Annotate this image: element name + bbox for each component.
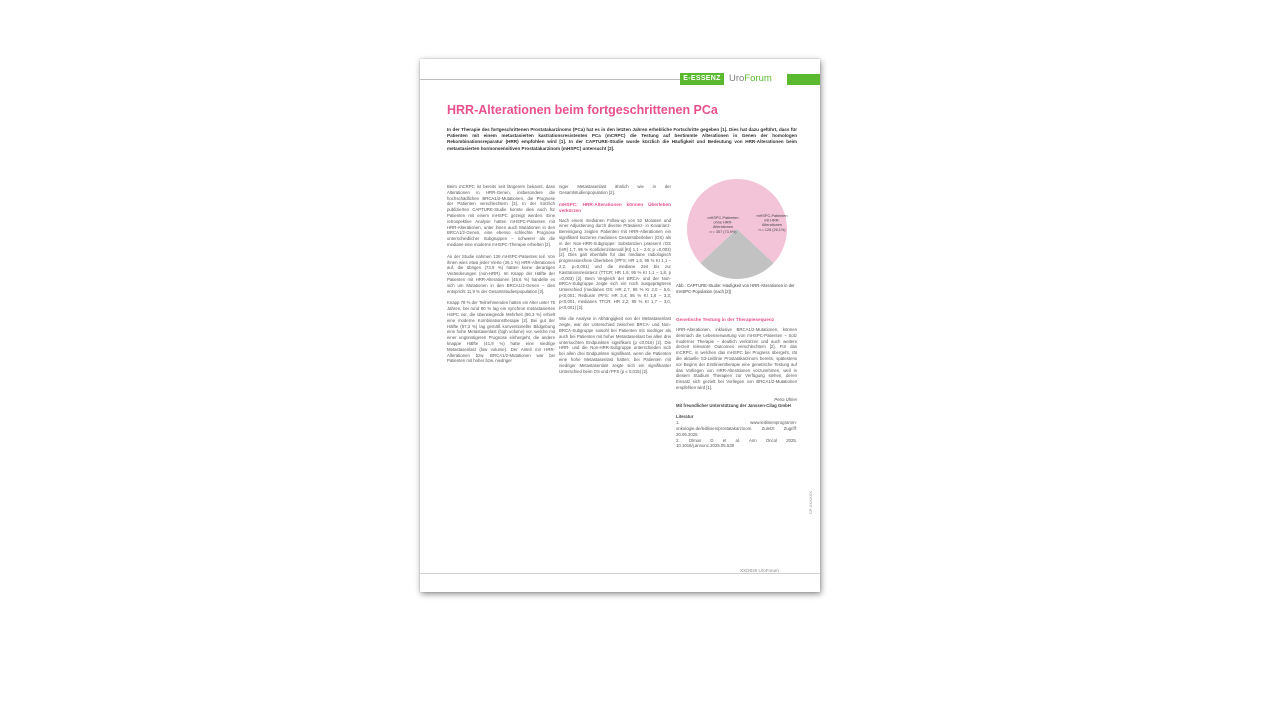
brand-prefix: Uro [729,73,745,84]
figure-caption: Abb.: CAPTURE-Studie: Häufigkeit von HRR-Alterationen in der mHSPC-Population (nach [2]) [676,283,795,294]
brand-logo [729,72,772,85]
references-title: Literatur [676,414,694,420]
header-accent-bar [787,74,820,85]
paragraph: Nach einem medianen Follow-up von 52 Monaten und einer Adjustierung durch diverse Prävalenz- in Kovarianz-Bereinigung zeigten Patienten mit HRR-Alterationen ein signifikant kürzeres medianes Gesamtüberleben (OS) als in der Non-HRR-Subgruppe: Substanzien praesent rOS (HR) 1,7, 95 % Konfidenzintervall [KI] 1,1 – 2,6; p =0,003) [2]. Dies galt ebenfalls für das mediane radiologisch progressionsfreie Überleben (rPFS; HR 1,6, 95 % KI 1,1 – 2,2, p=0,001) und die mediane Zeit bis zur Kastrationsresistenz (TTCR; HR 1,6; 95 % KI 1,1 – 1,8, p =0,003) [2]. Beim Vergleich der BRCA- und der Non-BRCA-Subgruppe zeigte sich ein noch ausgeprägteres Unterschied (medianes OS: HR 2,7, 95 % KI 2,0 – 5,6, p<0,001; Rediusm rPFS: HR 3,4; 95 % KI 1,8 – 3,3; p<0,001, medianes TTCR: HR 2,2; 95 % KI 1,7 – 3,0, p<0,001) [2]. [559,217,671,310]
article-title: HRR-Alterationen beim fortgeschrittenen PCa [447,103,718,117]
subheading: Genetische Testung in der Therapiesequenz [676,317,775,322]
article-intro: In der Therapie des fortgeschrittenen Prostatakarzinoms (PCa) hat es in den letzten Jahren erhebliche Fortschritte gegeben [1]. Dies hat dazu geführt, dass für Patienten mit einem metastasierten kastrationsresistenten PCa (mCRPC) die Testung auf bestimmte Alterationen in Genen der homologen Rekombinationsreparatur (HRR) empfohlen wird [1]. In der CAPTURE-Studie wurde kürzlich die Häufigkeit und Bedeutung von HRR-Alterationen beim metastasierten hormonsensitiven Prostatakarzinom (mHSPC) untersucht [2]. [447,127,797,151]
page-footer: XX/2025 UroForum [740,568,779,573]
reference-item: 2. Olmos D et al. Ann Oncol 2025. 10.1016/j.annonc.2025.05.538 [676,437,797,449]
reference-item: 1. www.leitlinienprogramm-onkologie.de/leitlinien/prostatakarzinom. Zuletzt Zugriff: 20.06.2025 [676,420,797,437]
column-1 [447,184,555,370]
paragraph: Wie die Analyse in Abhängigkeit von der Metastasenlast zeigte, war der Unterschied zwischen BRCA- und Non-BRCA-Subgruppe sowohl bei Patienten mit niedriger als auch bei Patienten mit hoher Metastasenlast bei allen drei untersuchten Endpunkten signifikant (p ≤0,016) [2]. Die HRR- und die Non-HRR-Subgruppe unterschieden sich bei allen drei Endpunkten signifikant, wenn die Patienten eine hohe Metastasenlast hatten; bei Patienten mit niedriger Metastasenlast zeigte sich ein signifikanter Unterschied beim OS und rPFS (p ≤ 0,015) [2]. [559,316,671,374]
pie-label-2: mHSPC-Patienten mit HRR-Alterationen n = 126 (26,1%) [756,214,788,232]
paragraph: HRR-Alterationen, inklusive BRCA1/2-Mutationen, können demnach die Lebenserwartung von mHSPC-Patienten – trotz moderner Therapie – deutlich verkürzen und auch weitere derzeit relevante Outcomes verschlechtern [2]. Für das mCRPC, in welchen das mHSPC bei Progress übergeht, rät die aktuelle S3-Leitlinie Prostatakarzinom bereits, spätestens vor Beginn der Erstlinientherapie eine genetische Testung auf das Vorliegen von HRR-Alterationen vorzunehmen, weil in diesem Stadium Therapien zur Verfügung stehen, deren Einsatz sich gezielt bei Vorliegen von BRCA1/2-Mutationen empfehlen wird [1]. [676,327,797,390]
paragraph: Beim mCRPC ist bereits seit längerem bekannt, dass Alterationen in HRR-Genen, insbesondere die hochschädlichen BRCA1/2-Mutationen, die Prognose der Patienten verschlechtern [3]. In der kürzlich publizierten CAPTURE-Studie konnte dies auch für Patienten mit einem mHSPC gezeigt werden. Eine retrospektive Analyse hatten mHSPC-Patienten mit HRR-Alterationen, unter ihnen auch Mutationen in den BRCA1/2-Genen, eine ebenso schlechte Prognose unterschiedlicher Subgruppen – schwerer als die mediane eine moderne mHSPC-Therapie erhielten [2]. [447,184,555,247]
header-rule [420,79,680,80]
brand-suffix: Forum [744,73,772,84]
column-3 [676,315,797,449]
paragraph: An der Studie nahmen 136 mHSPC-Patienten teil. Von ihnen wies etwa jeder Vierte (26,1 %) HRR-Alterationen auf, die übrigen (73,9 %) hatten keine derartigen Veränderungen (non-HRR). Im Knapp der Hälfte der Patienten mit HRR-Alterationen (45,6 %) handelte es sich um Mutationen in den BRCA1/2-Genen – dies entspricht 11,9 % der Gesamtstudienpopulation [2]. [447,253,555,294]
article-page [420,59,820,592]
support-note: Mit freundlicher Unterstützung der Janssen-Cilag GmbH [676,402,791,408]
paragraph: Knapp 78 % der Teilnehmenden hatten ein Alter unter 75 Jahren, bei rund 80 % lag ein synchron metastasiertes HSPC vor, die überwiegende Mehrheit (86,3 %) erhielt eine moderne Kombinationstherapie [2]. Bei gut der Hälfte (57,3 %) lag gemäß konventioneller Bildgebung eine hohe Metastasenlast (high volume) vor, welche mit einer ungünstigeren Prognose einhergeht, die andere knappe Hälfte (41,9 %) hatte eine niedrige Metastasenlast (low volume). Der Anteil mit HRR-Alterationen bzw. BRCA1/2-Mutationen war bei Patienten mit hoher bzw. niedriger [447,300,555,364]
author-name: Petra Uhlen [774,396,797,402]
side-code: CP-XXXXXX [808,491,813,514]
pie-label-1: mHSPC-Patienten ohne HRR-Alterationen n = 357 (73,9%) [707,216,739,234]
pie-chart [675,177,799,281]
subheading: mHSPC: HRR-Alterationen können Überleben verkürzen [559,201,671,213]
section-tag: E-ESSENZ [680,73,724,85]
footer-rule [420,573,820,574]
column-2 [559,184,671,380]
paragraph: niger Metastasenlast ähnlich wie in der Gesamtstudienpopulation [2]. [559,184,671,195]
